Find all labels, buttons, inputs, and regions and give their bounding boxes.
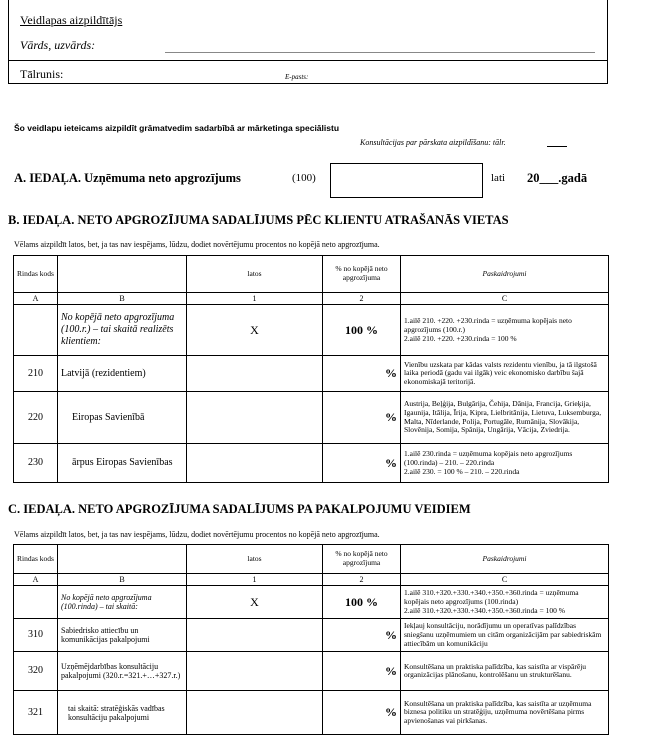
row-label: ārpus Eiropas Savienības (58, 444, 187, 483)
table-row (14, 392, 609, 444)
row-lats-input[interactable] (187, 392, 323, 444)
row-pct-input[interactable]: % (323, 392, 401, 444)
letter-c: C (401, 293, 609, 305)
row-label: Sabiedrisko attiecību un komunikācijas pakalpojumi (58, 619, 187, 652)
section-a-unit: lati (491, 172, 506, 184)
row-note: Vienību uzskata par kādas valsts rezidentu vienību, ja tā ilgstošā laika periodā (gadu vai ilgāk) veic ekonomisko darbību šajā ekonomiskajā teritorijā. (401, 356, 609, 392)
section-a-code: (100) (292, 172, 316, 184)
row-note: Iekļauj konsultāciju, norādījumu un operatīvas palīdzības sniegšanu uzņēmumiem un citām organizācijām par sabiedriskām attiecībām un komunikāciju (401, 619, 609, 652)
row-code: 310 (14, 619, 58, 652)
table-row (14, 691, 609, 735)
row-code: 220 (14, 392, 58, 444)
row-lats-input[interactable] (187, 619, 323, 652)
table-row (14, 652, 609, 691)
row-label: No kopējā neto apgrozījuma (100.rinda) – tai skaitā: (58, 586, 187, 619)
row-code: 210 (14, 356, 58, 392)
letter-2: 2 (323, 293, 401, 305)
row-code (14, 305, 58, 356)
row-pct-input[interactable]: % (323, 652, 401, 691)
row-label: Eiropas Savienībā (58, 392, 187, 444)
email-label: E-pasts: (285, 73, 309, 81)
contact-heading: Veidlapas aizpildītājs (20, 13, 123, 27)
header-lats: latos (187, 256, 323, 293)
row-code: 321 (14, 691, 58, 735)
header-notes: Paskaidrojumi (401, 256, 609, 293)
row-note: Konsultēšana un praktiska palīdzība, kas saistīta ar uzņēmuma biznesa politiku un stratēģiju, uzņēmuma novērtēšana pirms apvienošanas vai pirkšanas. (401, 691, 609, 735)
row-note: 1.ailē 210. +220. +230.rinda = uzņēmuma kopējais neto apgrozījums (100.r.) 2.ailē 210. +220. +230.rinda = 100 % (401, 305, 609, 356)
letter-a: A (14, 293, 58, 305)
section-b-intro: Vēlams aizpildīt latos, bet, ja tas nav iespējams, lūdzu, dodiet novērtējumu procentos no kopējā neto apgrozījuma. (14, 240, 380, 249)
row-pct-input[interactable]: % (323, 691, 401, 735)
row-label: Latvijā (rezidentiem) (58, 356, 187, 392)
header-code: Rindas kods (14, 256, 58, 293)
section-b-title: B. IEDAĻA. NETO APGROZĪJUMA SADALĪJUMS PĒC KLIENTU ATRAŠANĀS VIETAS (8, 213, 509, 227)
header-code: Rindas kods (14, 545, 58, 574)
row-label: No kopējā neto apgrozījuma (100.r.) – tai skaitā realizēts klientiem: (58, 305, 187, 356)
section-c-intro: Vēlams aizpildīt latos, bet, ja tas nav iespējams, lūdzu, dodiet novērtējumu procentos no kopējā neto apgrozījuma. (14, 530, 380, 539)
letter-a: A (14, 574, 58, 586)
row-lats-input[interactable] (187, 444, 323, 483)
letter-b: B (58, 293, 187, 305)
row-lats-input[interactable] (187, 691, 323, 735)
consult-note: Konsultācijas par pārskata aizpildīšanu: tālr. (360, 138, 506, 147)
turnover-input[interactable] (330, 163, 483, 198)
table-row (14, 356, 609, 392)
section-c-title: C. IEDAĻA. NETO APGROZĪJUMA SADALĪJUMS PA PAKALPOJUMU VEIDIEM (8, 502, 471, 516)
row-pct-input[interactable]: % (323, 619, 401, 652)
name-input-line[interactable] (165, 52, 595, 53)
name-label: Vārds, uzvārds: (20, 38, 96, 52)
row-pct-cell: 100 % (323, 305, 401, 356)
section-c-table (13, 544, 609, 735)
consult-phone-line[interactable] (547, 146, 567, 147)
header-lats: latos (187, 545, 323, 574)
row-note: Konsultēšana un praktiska palīdzība, kas saistīta ar vispārēju organizācijas plānošanu, kontrolēšanu un strukturēšanu. (401, 652, 609, 691)
header-notes: Paskaidrojumi (401, 545, 609, 574)
row-note: 1.ailē 310.+320.+330.+340.+350.+360.rinda = uzņēmuma kopējais neto apgrozījums (100.rinda) 2.ailē 310.+320.+330.+340.+350.+360.rinda = 100 % (401, 586, 609, 619)
header-label (58, 256, 187, 293)
table-row (14, 619, 609, 652)
row-label: tai skaitā: stratēģiskās vadības konsultāciju pakalpojumi (58, 691, 187, 735)
section-a-title: A. IEDAĻA. Uzņēmuma neto apgrozījums (14, 171, 241, 185)
row-pct-cell: 100 % (323, 586, 401, 619)
table-row (14, 305, 609, 356)
table-row (14, 586, 609, 619)
row-code (14, 586, 58, 619)
letter-b: B (58, 574, 187, 586)
section-a-year: 20___.gadā (527, 171, 588, 185)
row-code: 230 (14, 444, 58, 483)
letter-2: 2 (323, 574, 401, 586)
row-note: Austrija, Beļģija, Bulgārija, Čehija, Dānija, Francija, Grieķija, Igaunija, Itālija, Īrija, Kipra, Lielbritānija, Lietuva, Luksemburga, Malta, Nīderlande, Polija, Portugāle, Rumānija, Slovākija, Slovēnija, Somija, Spānija, Ungārija, Vācija, Zviedrija. (401, 392, 609, 444)
phone-label: Tālrunis: (20, 67, 64, 81)
contact-divider (8, 60, 607, 61)
row-code: 320 (14, 652, 58, 691)
row-lats-cell: X (187, 586, 323, 619)
row-label: Uzņēmējdarbības konsultāciju pakalpojumi (320.r.=321.+…+327.r.) (58, 652, 187, 691)
row-lats-cell: X (187, 305, 323, 356)
row-lats-input[interactable] (187, 356, 323, 392)
row-pct-input[interactable]: % (323, 356, 401, 392)
row-pct-input[interactable]: % (323, 444, 401, 483)
row-note: 1.ailē 230.rinda = uzņēmuma kopējais neto apgrozījums (100.rinda) – 210. – 220.rinda 2.ailē 230. = 100 % – 210. – 220.rinda (401, 444, 609, 483)
header-label (58, 545, 187, 574)
recommend-note: Šo veidlapu ieteicams aizpildīt grāmatvedim sadarbībā ar mārketinga speciālistu (14, 123, 340, 133)
header-pct: % no kopējā neto apgrozījuma (323, 545, 401, 574)
section-b-table (13, 255, 609, 483)
letter-c: C (401, 574, 609, 586)
table-row (14, 444, 609, 483)
letter-1: 1 (187, 293, 323, 305)
header-pct: % no kopējā neto apgrozījuma (323, 256, 401, 293)
letter-1: 1 (187, 574, 323, 586)
row-lats-input[interactable] (187, 652, 323, 691)
